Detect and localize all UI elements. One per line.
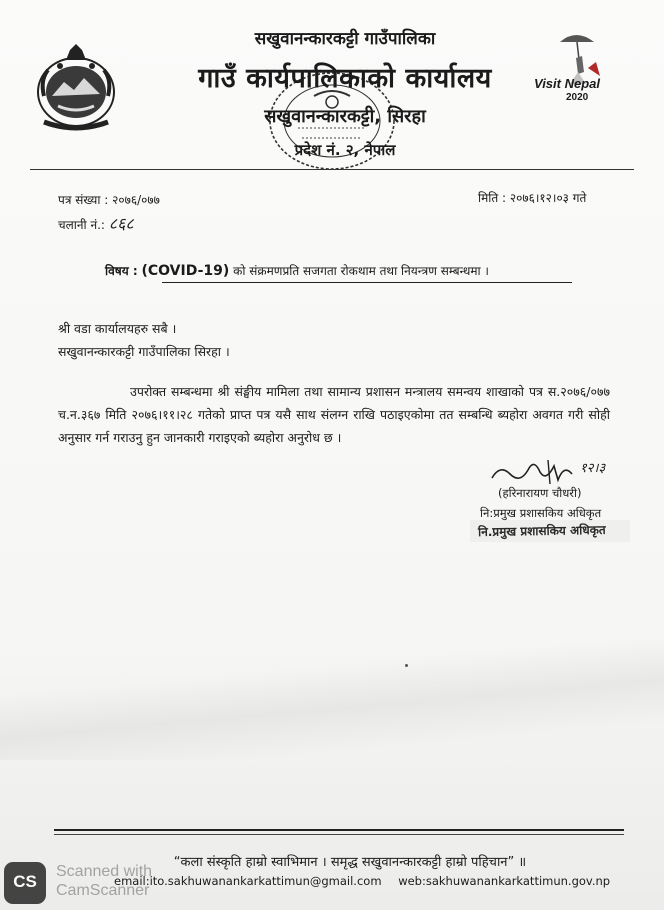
nepal-emblem-icon xyxy=(30,40,122,132)
signature-date: १२।३ xyxy=(580,461,606,476)
dispatch-number-value: ८६८ xyxy=(108,214,134,233)
camscanner-line-1: Scanned with xyxy=(56,863,153,880)
dispatch-number-label: चलानी नं.: xyxy=(58,218,105,232)
subject-line xyxy=(105,262,489,279)
office-title: गाउँ कार्यपालिकाको कार्यालय xyxy=(198,63,492,94)
footer-email: email:ito.sakhuwanankarkattimun@gmail.com xyxy=(114,874,382,888)
header-divider xyxy=(30,169,634,170)
province-line: प्रदेश नं. २, नेपाल xyxy=(294,141,396,159)
office-location: सखुवानन्कारकट्टी, सिरहा xyxy=(264,106,426,127)
visit-nepal-logo xyxy=(530,28,630,108)
subject-highlight: (COVID-19) xyxy=(141,263,230,279)
footer-motto: “कला संस्कृति हाम्रो स्वाभिमान । समृद्ध सखुवानन्कारकट्टी हाम्रो पहिचान” ॥ xyxy=(173,855,527,870)
letter-body: उपरोक्त सम्बन्धमा श्री संङ्घीय मामिला तथा सामान्य प्रशासन मन्त्रालय समन्वय शाखाको पत्र स.२०७६/०७७ च.न.३६७ मिति २०७६।११।२८ गतेको प्राप्त पत्र यसै साथ संलग्न राखि पठाइएकोमा तत सम्बन्धि ब्यहोरा अवगत गरी सोही अनुसार गर्न गराउनु हुन जानकारी गराइएको ब्यहोरा अनुरोध छ । xyxy=(58,384,610,445)
dispatch-number xyxy=(58,212,134,234)
addressee-line-2: सखुवानन्कारकट्टी गाउँपालिका सिरहा । xyxy=(58,344,230,359)
footer-website: web:sakhuwanankarkattimun.gov.np xyxy=(398,874,611,888)
signatory-name: (हरिनारायण चौधरी) xyxy=(498,486,582,500)
subject-prefix: विषय : xyxy=(105,264,138,278)
speck xyxy=(405,664,408,667)
subject-text: को संक्रमणप्रति सजगता रोकथाम तथा नियन्त्रण सम्बन्धमा । xyxy=(233,264,489,278)
letter-reference-number: पत्र संख्या : २०७६/०७७ xyxy=(58,193,160,207)
footer-contact xyxy=(114,874,620,888)
camscanner-line-2: CamScanner xyxy=(56,882,150,899)
footer-divider-thin xyxy=(54,834,624,835)
addressee-line-1: श्री वडा कार्यालयहरु सबै । xyxy=(58,321,177,336)
camscanner-badge-icon xyxy=(4,862,46,904)
subject-underline xyxy=(162,282,572,283)
signatory-title: नि:प्रमुख प्रशासकिय अधिकृत xyxy=(480,506,602,520)
signatory-rubber-stamp: नि.प्रमुख प्रशासकिय अधिकृत xyxy=(477,522,606,540)
visit-nepal-text: Visit Nepal xyxy=(534,76,600,91)
paper-fold-shadow xyxy=(0,640,664,760)
footer-divider xyxy=(54,829,624,831)
municipality-name: सखुवानन्कारकट्टी गाउँपालिका xyxy=(254,29,436,49)
letter-date: मिति : २०७६।१२।०३ गते xyxy=(478,191,587,205)
camscanner-watermark xyxy=(56,862,152,900)
visit-nepal-year: 2020 xyxy=(566,92,589,103)
camscanner-badge-text: CS xyxy=(13,872,37,891)
